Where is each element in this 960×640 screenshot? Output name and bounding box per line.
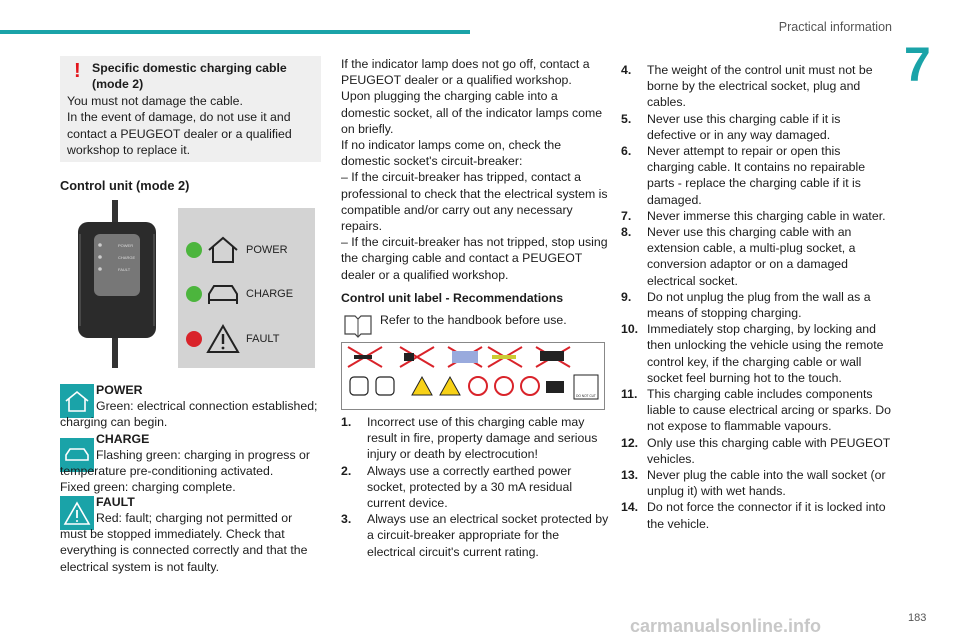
warning-triangle-icon [206,324,240,354]
section-title: Practical information [778,20,892,34]
list-item [341,511,609,560]
indicator-power-name: POWER [96,383,143,397]
list-item-number: 2. [341,463,352,478]
list-item-number: 6. [621,144,632,159]
refer-handbook-text: Refer to the handbook before use. [380,313,567,327]
list-item [621,111,891,143]
warning-title: Specific domestic charging cable (mode 2) [92,61,287,91]
legend-charge [186,280,293,308]
list-item [621,386,891,435]
legend-label: CHARGE [246,288,294,300]
legend-fault [186,324,279,354]
recommendations-list-part2 [621,62,891,532]
indicator-fault-name: FAULT [96,495,135,509]
list-item-number: 9. [621,289,632,304]
list-item [621,499,891,531]
list-item-text: Never immerse this charging cable in water. [647,208,886,223]
list-item-text: Never plug the cable into the wall socket (or unplug it) with wet hands. [647,468,886,499]
green-dot-icon [186,286,202,302]
list-item-text: Do not unplug the plug from the wall as a means of stopping charging. [647,289,871,321]
list-item-text: The weight of the control unit must not be borne by the electrical socket, plug and cables. [647,63,873,110]
red-dot-icon [186,331,202,347]
legend-label: FAULT [246,333,280,345]
list-item-text: Immediately stop charging, by locking and then unlocking the vehicle using the remote control key, if the charging cable or wall socket feel burning hot to the touch. [647,322,884,385]
list-item-text: Always use an electrical socket protected by a circuit-breaker appropriate for the electrical circuit's current rating. [367,512,609,559]
list-item-text: Only use this charging cable with PEUGEOT vehicles. [647,435,891,466]
control-unit-title: Control unit (mode 2) [60,178,190,193]
recommendations-list-part1 [341,414,609,560]
list-item [341,463,609,512]
unit-label-power: POWER [118,243,134,248]
house-icon [206,236,240,264]
list-item-text: Never attempt to repair or open this charging cable. It contains no repairable parts - replace the charging cable if it is damaged. [647,144,866,207]
list-item [621,289,891,321]
control-unit-label-image [341,342,605,410]
list-item-text: This charging cable includes components liable to cause electrical arcing or sparks. Do not expose to flammable vapours. [647,387,891,434]
list-item [621,62,891,111]
list-item [621,467,891,499]
unit-label-charge: CHARGE [118,255,136,260]
indicator-charge-desc: Flashing green: charging in progress or temperature pre-conditioning activated. Fixed green: charging complete. [60,448,310,495]
list-item [621,224,891,289]
car-icon [206,280,240,308]
list-item [621,435,891,467]
list-item-number: 7. [621,208,632,223]
warning-body: You must not damage the cable. In the event of damage, do not use it and contact a PEUGEOT dealer or a qualified workshop to replace it. [67,94,292,158]
col2-paragraph: If the indicator lamp does not go off, contact a PEUGEOT dealer or a qualified workshop. Upon plugging the charging cable into a domestic socket, all of the indicator lamps come on briefly. If no indicator lamps come on, check the domestic socket's circuit-breaker: – If the circuit-breaker has tripped, contact a professional to check that the electrical system is compatible and/or carry out any necessary repairs. – If the circuit-breaker has not tripped, stop using the charging cable and contact a PEUGEOT dealer or a qualified workshop. [341,57,608,282]
header-accent-bar [0,30,470,34]
legend-power [186,236,288,264]
handbook-icon [343,312,373,338]
control-unit-photo [74,200,168,368]
list-item-number: 11. [621,387,638,402]
list-item [621,143,891,208]
list-item-text: Incorrect use of this charging cable may result in fire, property damage and serious injury or death by electrocution! [367,415,598,462]
list-item-number: 8. [621,225,632,240]
list-item-number: 13. [621,468,639,483]
indicator-fault-desc: Red: fault; charging not permitted or must be stopped immediately. Check that everything is connected correctly and that the electrical system is not faulty. [60,511,308,574]
list-item [341,414,609,463]
unit-label-fault: FAULT [118,267,131,272]
green-dot-icon [186,242,202,258]
list-item [621,321,891,386]
label-recommendations-title: Control unit label - Recommendations [341,291,564,305]
list-item-number: 4. [621,63,632,77]
list-item-number: 3. [341,512,352,527]
list-item-number: 12. [621,435,639,450]
safety-pictograms-icon [342,343,604,409]
list-item-number: 5. [621,111,632,126]
list-item-text: Do not force the connector if it is locked into the vehicle. [647,500,886,531]
list-item-number: 10. [621,322,639,337]
indicator-power-desc: Green: electrical connection established; charging can begin. [60,399,318,430]
list-item-number: 1. [341,415,352,429]
list-item-text: Always use a correctly earthed power socket, protected by a 30 mA residual current device. [367,463,573,511]
label-caption: DO NOT CUT [576,394,596,398]
indicator-legend-panel [178,208,315,368]
legend-label: POWER [246,244,288,256]
page-number: 183 [908,612,927,624]
list-item-number: 14. [621,500,639,515]
warning-icon: ! [74,60,81,82]
chapter-number: 7 [904,39,931,92]
list-item [621,208,891,224]
indicator-charge-name: CHARGE [96,432,150,446]
list-item-text: Never use this charging cable if it is defective or in any way damaged. [647,111,841,142]
watermark: carmanualsonline.info [630,616,822,636]
list-item-text: Never use this charging cable with an extension cable, a multi-plug socket, a conversion adaptor or on a damaged electrical socket. [647,225,856,288]
